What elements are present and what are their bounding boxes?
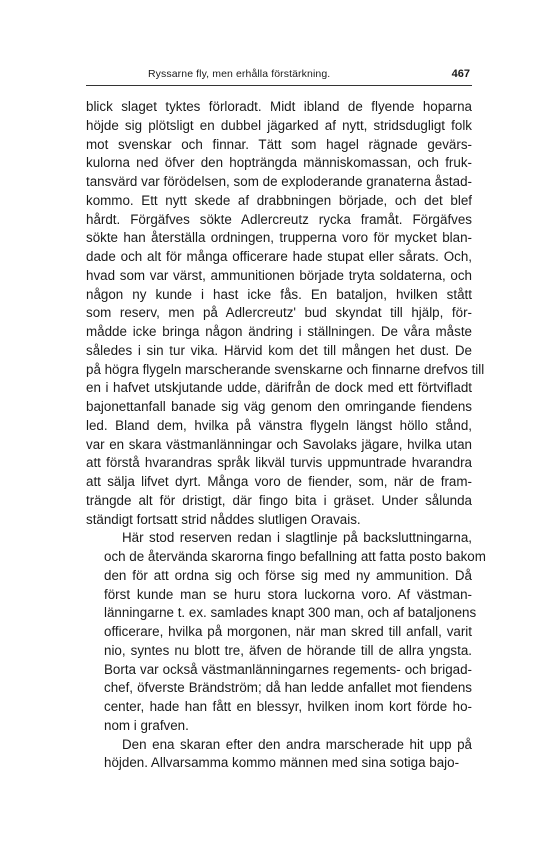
- text-line: chef, öfverste Brändström; då han ledde anfallet mot fiendens: [104, 680, 472, 696]
- text-line: bajonettanfall banade sig väg genom den omringande fiendens: [86, 399, 472, 414]
- text-line: hårdt. Förgäfves sökte Adlercreutz rycka framåt. Förgäfves: [86, 211, 472, 227]
- paragraph: [86, 98, 485, 529]
- body-text: [86, 98, 486, 773]
- text-line: således i sin tur vika. Härvid kom det till mången het dust. De: [86, 342, 472, 358]
- text-line: blick slaget tyktes förloradt. Midt ibland de flyende hoparna: [86, 99, 472, 114]
- text-line: höjde sig plötsligt en dubbel jägarked af nytt, stridsdugligt folk: [86, 117, 472, 133]
- text-line: officerare, hvilka på morgonen, när man skred till anfall, varit: [104, 624, 472, 639]
- text-line: mot svenskar och finnar. Tätt som hagel rägnade gevärs-: [86, 136, 472, 152]
- text-line: någon ny kunde i hast icke fås. En bataljon, hvilken stått: [86, 286, 472, 302]
- text-line: kulorna ned öfver den hopträngda människomassan, och fruk-: [86, 155, 472, 171]
- running-title: Ryssarne fly, men erhålla förstärkning.: [148, 68, 331, 80]
- text-line: Den ena skaran efter den andra marscherade hit upp på: [122, 736, 472, 752]
- book-page: [86, 62, 486, 773]
- text-line: var en skara västmanlänningar och Savolaks jägare, hvilka utan: [86, 436, 472, 452]
- text-line: led. Bland dem, hvilka på vänstra flygeln längst höllo stånd,: [86, 417, 472, 433]
- page-number: 467: [451, 68, 470, 80]
- text-line: dade och alt för många officerare hade stupat eller sårats. Och,: [86, 249, 472, 264]
- text-line: trängde alt för dristigt, där fingo bita i gräset. Under sålunda: [86, 492, 472, 508]
- text-line: att förstå hvarandras språk likväl turvis uppmuntrade hvarandra: [86, 455, 472, 471]
- text-line: tansvärd var förödelsen, som de exploderande granaterna åstad-: [86, 174, 472, 189]
- text-line: Borta var också västmanlänningarnes regements- och brigad-: [104, 661, 472, 677]
- text-line: den för att ordna sig och förse sig med ny ammunition. Då: [104, 567, 472, 583]
- text-line: som reserv, men på Adlercreutz' bud skyndat till hjälp, för-: [86, 305, 472, 321]
- text-line: Här stod reserven redan i slagtlinje på backsluttningarna,: [122, 530, 472, 546]
- text-line: länningarne t. ex. samlades knapt 300 man, och af bataljonens: [104, 605, 477, 621]
- paragraph: [86, 529, 486, 735]
- text-line: och de återvända skarorna fingo befallning att fatta posto bakom: [104, 549, 486, 564]
- text-line: hvad som var värst, ammunitionen började tryta soldaterna, och: [86, 267, 472, 283]
- text-line: mådde icke bringa någon ändring i ställningen. De våra måste: [86, 324, 472, 339]
- text-line: först kunde man se huru stora luckorna voro. Af västman-: [104, 586, 472, 602]
- text-line: en i hafvet utskjutande udde, därifrån de dock med ett förtvifladt: [86, 380, 472, 396]
- running-header: [86, 62, 472, 84]
- text-line: att sälja lifvet dyrt. Många voro de fiender, som, när de fram-: [86, 474, 472, 489]
- text-line: nom i grafven.: [104, 717, 189, 733]
- text-line: höjden. Allvarsamma kommo männen med sina sotiga bajo-: [104, 755, 460, 771]
- text-line: nio, syntes nu blott tre, äfven de hörande till de allra yngsta.: [104, 642, 472, 658]
- text-line: ständigt fortsatt strid nåddes slutligen Oravais.: [86, 511, 361, 527]
- text-line: sökte han återställa ordningen, trupperna voro för mycket blan-: [86, 230, 472, 246]
- text-line: center, hade han fått en blessyr, hvilken inom kort förde ho-: [104, 699, 472, 714]
- text-line: på högra flygeln marscherande svenskarne och finnarne drefvos till: [86, 361, 485, 377]
- text-line: kommo. Ett nytt skede af drabbningen började, och det blef: [86, 192, 472, 208]
- header-rule: [86, 85, 472, 86]
- paragraph: [86, 736, 472, 774]
